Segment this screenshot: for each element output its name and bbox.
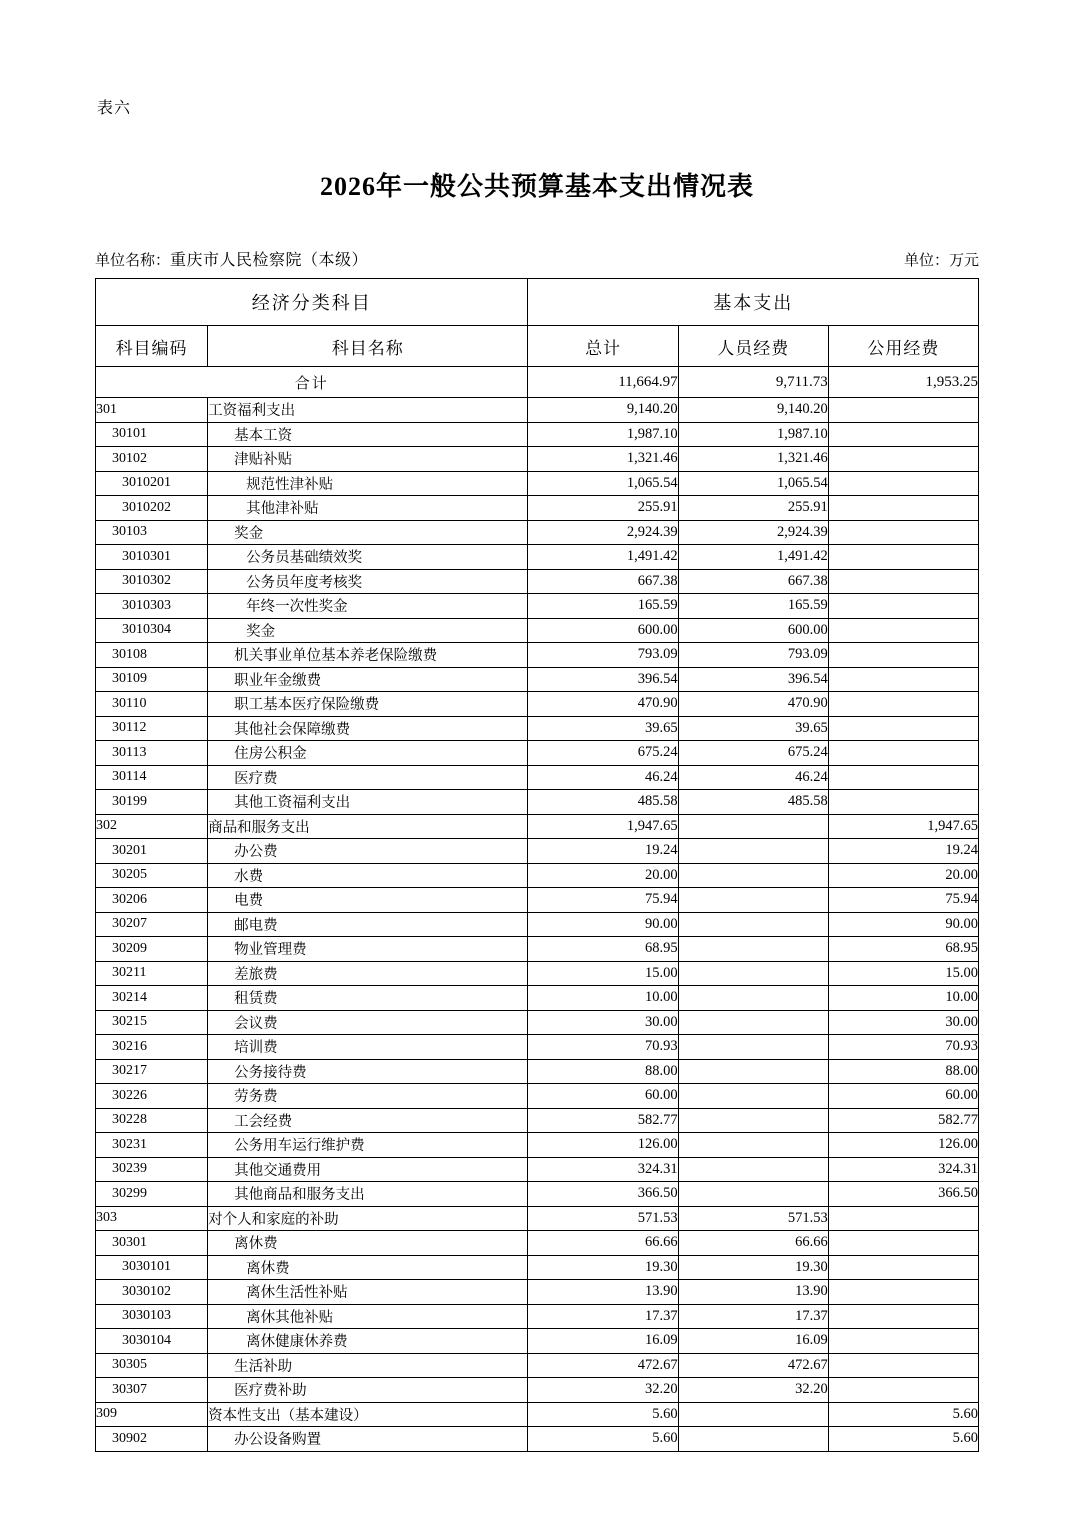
cell-public	[828, 1304, 978, 1329]
table-row	[96, 643, 979, 668]
table-row	[96, 961, 979, 986]
cell-subject-code: 3010201	[96, 471, 208, 496]
cell-public	[828, 1231, 978, 1256]
cell-total: 19.24	[528, 839, 678, 864]
table-row-total	[96, 367, 979, 398]
cell-subject-code: 30228	[96, 1108, 208, 1133]
cell-total: 66.66	[528, 1231, 678, 1256]
cell-total: 17.37	[528, 1304, 678, 1329]
table-row	[96, 1133, 979, 1158]
table-body	[96, 367, 979, 1452]
cell-total: 675.24	[528, 741, 678, 766]
cell-personnel	[678, 986, 828, 1011]
cell-subject-code: 3010304	[96, 618, 208, 643]
cell-subject-name: 离休费	[208, 1255, 528, 1280]
cell-public	[828, 471, 978, 496]
cell-public	[828, 545, 978, 570]
cell-total: 16.09	[528, 1329, 678, 1354]
cell-subject-code: 30206	[96, 888, 208, 913]
cell-subject-code: 30299	[96, 1182, 208, 1207]
cell-subject-name: 办公费	[208, 839, 528, 864]
cell-subject-code: 3030104	[96, 1329, 208, 1354]
cell-personnel	[678, 961, 828, 986]
cell-subject-name: 公务用车运行维护费	[208, 1133, 528, 1158]
table-row	[96, 888, 979, 913]
cell-personnel: 39.65	[678, 716, 828, 741]
cell-subject-name: 电费	[208, 888, 528, 913]
cell-total: 2,924.39	[528, 520, 678, 545]
cell-public	[828, 594, 978, 619]
cell-total: 15.00	[528, 961, 678, 986]
cell-public	[828, 496, 978, 521]
cell-personnel: 1,491.42	[678, 545, 828, 570]
header-economic-classification: 经济分类科目	[96, 279, 528, 326]
table-row	[96, 1182, 979, 1207]
table-row	[96, 765, 979, 790]
cell-subject-name: 劳务费	[208, 1084, 528, 1109]
cell-personnel	[678, 1133, 828, 1158]
table-row	[96, 1402, 979, 1427]
cell-subject-name: 差旅费	[208, 961, 528, 986]
cell-public	[828, 1206, 978, 1231]
cell-personnel	[678, 1157, 828, 1182]
cell-public	[828, 1353, 978, 1378]
cell-subject-name: 离休费	[208, 1231, 528, 1256]
cell-subject-code: 301	[96, 398, 208, 423]
header-personnel-expense: 人员经费	[678, 326, 828, 367]
table-row	[96, 814, 979, 839]
cell-public	[828, 667, 978, 692]
cell-personnel: 16.09	[678, 1329, 828, 1354]
cell-personnel: 32.20	[678, 1378, 828, 1403]
header-subject-name: 科目名称	[208, 326, 528, 367]
cell-subject-code: 30301	[96, 1231, 208, 1256]
cell-subject-name: 年终一次性奖金	[208, 594, 528, 619]
cell-public	[828, 520, 978, 545]
table-row	[96, 1304, 979, 1329]
cell-total: 165.59	[528, 594, 678, 619]
cell-total: 46.24	[528, 765, 678, 790]
cell-subject-code: 30211	[96, 961, 208, 986]
cell-total: 366.50	[528, 1182, 678, 1207]
cell-subject-code: 30902	[96, 1427, 208, 1452]
cell-subject-code: 30307	[96, 1378, 208, 1403]
cell-subject-name: 水费	[208, 863, 528, 888]
cell-total: 5.60	[528, 1402, 678, 1427]
cell-total: 255.91	[528, 496, 678, 521]
table-row	[96, 1010, 979, 1035]
cell-personnel: 9,140.20	[678, 398, 828, 423]
cell-public: 70.93	[828, 1035, 978, 1060]
table-row	[96, 471, 979, 496]
cell-public: 10.00	[828, 986, 978, 1011]
cell-personnel	[678, 863, 828, 888]
cell-subject-code: 30201	[96, 839, 208, 864]
cell-public: 366.50	[828, 1182, 978, 1207]
cell-personnel: 571.53	[678, 1206, 828, 1231]
table-row	[96, 716, 979, 741]
table-row	[96, 545, 979, 570]
cell-public: 5.60	[828, 1427, 978, 1452]
cell-personnel	[678, 1059, 828, 1084]
table-row	[96, 1427, 979, 1452]
cell-public	[828, 1329, 978, 1354]
cell-public: 582.77	[828, 1108, 978, 1133]
cell-subject-code: 30217	[96, 1059, 208, 1084]
cell-subject-code: 30305	[96, 1353, 208, 1378]
table-row	[96, 569, 979, 594]
cell-subject-code: 30209	[96, 937, 208, 962]
table-row	[96, 520, 979, 545]
cell-public: 324.31	[828, 1157, 978, 1182]
cell-public	[828, 1280, 978, 1305]
table-row	[96, 447, 979, 472]
table-row	[96, 667, 979, 692]
cell-personnel	[678, 1402, 828, 1427]
cell-subject-code: 30215	[96, 1010, 208, 1035]
cell-public	[828, 692, 978, 717]
total-value-personnel: 9,711.73	[678, 367, 828, 398]
cell-subject-code: 303	[96, 1206, 208, 1231]
cell-subject-name: 职业年金缴费	[208, 667, 528, 692]
cell-public: 88.00	[828, 1059, 978, 1084]
table-row	[96, 1035, 979, 1060]
cell-personnel: 19.30	[678, 1255, 828, 1280]
cell-personnel: 2,924.39	[678, 520, 828, 545]
cell-subject-code: 3010301	[96, 545, 208, 570]
table-row	[96, 937, 979, 962]
header-subject-code: 科目编码	[96, 326, 208, 367]
cell-subject-code: 30110	[96, 692, 208, 717]
cell-personnel	[678, 888, 828, 913]
cell-subject-code: 30231	[96, 1133, 208, 1158]
cell-subject-code: 3010202	[96, 496, 208, 521]
cell-subject-code: 3030101	[96, 1255, 208, 1280]
cell-total: 1,947.65	[528, 814, 678, 839]
cell-personnel: 46.24	[678, 765, 828, 790]
cell-personnel: 1,987.10	[678, 422, 828, 447]
cell-personnel: 1,321.46	[678, 447, 828, 472]
cell-subject-code: 30108	[96, 643, 208, 668]
cell-personnel	[678, 1182, 828, 1207]
cell-subject-code: 30205	[96, 863, 208, 888]
cell-personnel: 470.90	[678, 692, 828, 717]
cell-public: 15.00	[828, 961, 978, 986]
total-value-public: 1,953.25	[828, 367, 978, 398]
cell-total: 10.00	[528, 986, 678, 1011]
cell-personnel: 165.59	[678, 594, 828, 619]
cell-personnel: 13.90	[678, 1280, 828, 1305]
cell-subject-name: 住房公积金	[208, 741, 528, 766]
cell-total: 582.77	[528, 1108, 678, 1133]
cell-total: 470.90	[528, 692, 678, 717]
table-row	[96, 1157, 979, 1182]
cell-subject-name: 基本工资	[208, 422, 528, 447]
header-basic-expenditure: 基本支出	[528, 279, 979, 326]
cell-subject-code: 3010302	[96, 569, 208, 594]
cell-subject-code: 30226	[96, 1084, 208, 1109]
cell-subject-name: 办公设备购置	[208, 1427, 528, 1452]
table-row	[96, 1255, 979, 1280]
cell-subject-name: 租赁费	[208, 986, 528, 1011]
cell-public: 60.00	[828, 1084, 978, 1109]
unit-name: 重庆市人民检察院（本级）	[170, 252, 369, 269]
cell-personnel	[678, 912, 828, 937]
cell-public	[828, 1255, 978, 1280]
cell-subject-name: 物业管理费	[208, 937, 528, 962]
cell-subject-name: 离休其他补贴	[208, 1304, 528, 1329]
cell-total: 30.00	[528, 1010, 678, 1035]
table-row	[96, 1108, 979, 1133]
table-header-group-row	[96, 279, 979, 326]
cell-subject-name: 规范性津补贴	[208, 471, 528, 496]
cell-subject-name: 邮电费	[208, 912, 528, 937]
cell-subject-name: 资本性支出（基本建设）	[208, 1402, 528, 1427]
cell-personnel: 66.66	[678, 1231, 828, 1256]
cell-subject-name: 医疗费	[208, 765, 528, 790]
page-title: 2026年一般公共预算基本支出情况表	[319, 172, 754, 201]
unit-label: 单位名称：	[95, 253, 171, 269]
cell-subject-code: 30207	[96, 912, 208, 937]
cell-subject-code: 30216	[96, 1035, 208, 1060]
cell-subject-name: 工会经费	[208, 1108, 528, 1133]
cell-personnel	[678, 937, 828, 962]
cell-personnel	[678, 839, 828, 864]
table-header-sub-row	[96, 326, 979, 367]
cell-public	[828, 790, 978, 815]
cell-subject-name: 医疗费补助	[208, 1378, 528, 1403]
cell-total: 472.67	[528, 1353, 678, 1378]
table-row	[96, 692, 979, 717]
cell-public: 68.95	[828, 937, 978, 962]
table-row	[96, 1084, 979, 1109]
cell-subject-name: 奖金	[208, 618, 528, 643]
cell-subject-name: 公务接待费	[208, 1059, 528, 1084]
total-value-total: 11,664.97	[528, 367, 678, 398]
header-public-expense: 公用经费	[828, 326, 978, 367]
cell-personnel: 1,065.54	[678, 471, 828, 496]
cell-subject-name: 其他津补贴	[208, 496, 528, 521]
cell-subject-code: 30103	[96, 520, 208, 545]
cell-personnel	[678, 1010, 828, 1035]
cell-total: 13.90	[528, 1280, 678, 1305]
cell-public	[828, 422, 978, 447]
table-row	[96, 986, 979, 1011]
amount-unit: 单位：万元	[903, 253, 979, 269]
cell-subject-name: 公务员基础绩效奖	[208, 545, 528, 570]
cell-subject-name: 其他工资福利支出	[208, 790, 528, 815]
cell-subject-name: 离休健康休养费	[208, 1329, 528, 1354]
cell-total: 571.53	[528, 1206, 678, 1231]
cell-personnel: 600.00	[678, 618, 828, 643]
table-row	[96, 1059, 979, 1084]
cell-public: 90.00	[828, 912, 978, 937]
cell-subject-code: 302	[96, 814, 208, 839]
cell-subject-code: 3010303	[96, 594, 208, 619]
cell-subject-code: 3030103	[96, 1304, 208, 1329]
table-row	[96, 1206, 979, 1231]
cell-total: 600.00	[528, 618, 678, 643]
sheet-label: 表六	[97, 100, 132, 117]
cell-public: 5.60	[828, 1402, 978, 1427]
cell-subject-code: 30114	[96, 765, 208, 790]
cell-total: 88.00	[528, 1059, 678, 1084]
table-row	[96, 1231, 979, 1256]
cell-public	[828, 741, 978, 766]
cell-subject-name: 机关事业单位基本养老保险缴费	[208, 643, 528, 668]
cell-personnel: 793.09	[678, 643, 828, 668]
table-row	[96, 618, 979, 643]
cell-personnel: 396.54	[678, 667, 828, 692]
cell-subject-name: 离休生活性补贴	[208, 1280, 528, 1305]
table-row	[96, 496, 979, 521]
cell-total: 9,140.20	[528, 398, 678, 423]
cell-total: 1,321.46	[528, 447, 678, 472]
cell-total: 324.31	[528, 1157, 678, 1182]
cell-public: 1,947.65	[828, 814, 978, 839]
cell-subject-name: 公务员年度考核奖	[208, 569, 528, 594]
cell-public	[828, 765, 978, 790]
cell-subject-code: 30199	[96, 790, 208, 815]
table-row	[96, 741, 979, 766]
cell-total: 396.54	[528, 667, 678, 692]
cell-subject-code: 3030102	[96, 1280, 208, 1305]
cell-total: 20.00	[528, 863, 678, 888]
cell-total: 5.60	[528, 1427, 678, 1452]
cell-subject-name: 其他交通费用	[208, 1157, 528, 1182]
cell-personnel: 255.91	[678, 496, 828, 521]
cell-total: 667.38	[528, 569, 678, 594]
cell-total: 1,987.10	[528, 422, 678, 447]
unit-info	[95, 247, 368, 270]
cell-public: 75.94	[828, 888, 978, 913]
table-row	[96, 912, 979, 937]
cell-personnel	[678, 814, 828, 839]
cell-personnel	[678, 1427, 828, 1452]
cell-personnel: 472.67	[678, 1353, 828, 1378]
cell-public	[828, 398, 978, 423]
cell-subject-name: 职工基本医疗保险缴费	[208, 692, 528, 717]
cell-total: 793.09	[528, 643, 678, 668]
cell-subject-code: 30109	[96, 667, 208, 692]
cell-subject-code: 309	[96, 1402, 208, 1427]
cell-public	[828, 643, 978, 668]
meta-row	[95, 247, 979, 270]
cell-subject-name: 津贴补贴	[208, 447, 528, 472]
cell-public: 126.00	[828, 1133, 978, 1158]
cell-subject-code: 30239	[96, 1157, 208, 1182]
cell-total: 1,491.42	[528, 545, 678, 570]
table-row	[96, 1378, 979, 1403]
cell-total: 39.65	[528, 716, 678, 741]
cell-personnel	[678, 1084, 828, 1109]
cell-personnel	[678, 1035, 828, 1060]
cell-total: 60.00	[528, 1084, 678, 1109]
table-row	[96, 422, 979, 447]
cell-subject-name: 商品和服务支出	[208, 814, 528, 839]
table-row	[96, 594, 979, 619]
cell-public	[828, 1378, 978, 1403]
cell-subject-name: 其他社会保障缴费	[208, 716, 528, 741]
cell-total: 75.94	[528, 888, 678, 913]
cell-public	[828, 569, 978, 594]
cell-total: 70.93	[528, 1035, 678, 1060]
table-row	[96, 1280, 979, 1305]
cell-total: 68.95	[528, 937, 678, 962]
cell-subject-name: 会议费	[208, 1010, 528, 1035]
cell-personnel	[678, 1108, 828, 1133]
cell-subject-name: 工资福利支出	[208, 398, 528, 423]
cell-public: 30.00	[828, 1010, 978, 1035]
cell-total: 90.00	[528, 912, 678, 937]
cell-subject-code: 30112	[96, 716, 208, 741]
cell-subject-name: 培训费	[208, 1035, 528, 1060]
table-row	[96, 790, 979, 815]
cell-total: 32.20	[528, 1378, 678, 1403]
cell-public	[828, 618, 978, 643]
cell-personnel: 667.38	[678, 569, 828, 594]
table-row	[96, 1353, 979, 1378]
table-row	[96, 398, 979, 423]
cell-total: 126.00	[528, 1133, 678, 1158]
table-row	[96, 839, 979, 864]
table-row	[96, 863, 979, 888]
budget-table	[95, 278, 979, 1452]
cell-public: 19.24	[828, 839, 978, 864]
cell-personnel: 485.58	[678, 790, 828, 815]
table-row	[96, 1329, 979, 1354]
table-header	[96, 279, 979, 367]
cell-subject-code: 30214	[96, 986, 208, 1011]
total-label: 合计	[96, 367, 528, 398]
cell-subject-code: 30101	[96, 422, 208, 447]
cell-public	[828, 716, 978, 741]
cell-subject-name: 其他商品和服务支出	[208, 1182, 528, 1207]
cell-total: 1,065.54	[528, 471, 678, 496]
cell-public	[828, 447, 978, 472]
cell-total: 19.30	[528, 1255, 678, 1280]
cell-personnel: 17.37	[678, 1304, 828, 1329]
cell-subject-code: 30113	[96, 741, 208, 766]
cell-subject-name: 奖金	[208, 520, 528, 545]
cell-subject-name: 生活补助	[208, 1353, 528, 1378]
header-total: 总计	[528, 326, 678, 367]
cell-subject-name: 对个人和家庭的补助	[208, 1206, 528, 1231]
cell-total: 485.58	[528, 790, 678, 815]
cell-personnel: 675.24	[678, 741, 828, 766]
cell-public: 20.00	[828, 863, 978, 888]
cell-subject-code: 30102	[96, 447, 208, 472]
